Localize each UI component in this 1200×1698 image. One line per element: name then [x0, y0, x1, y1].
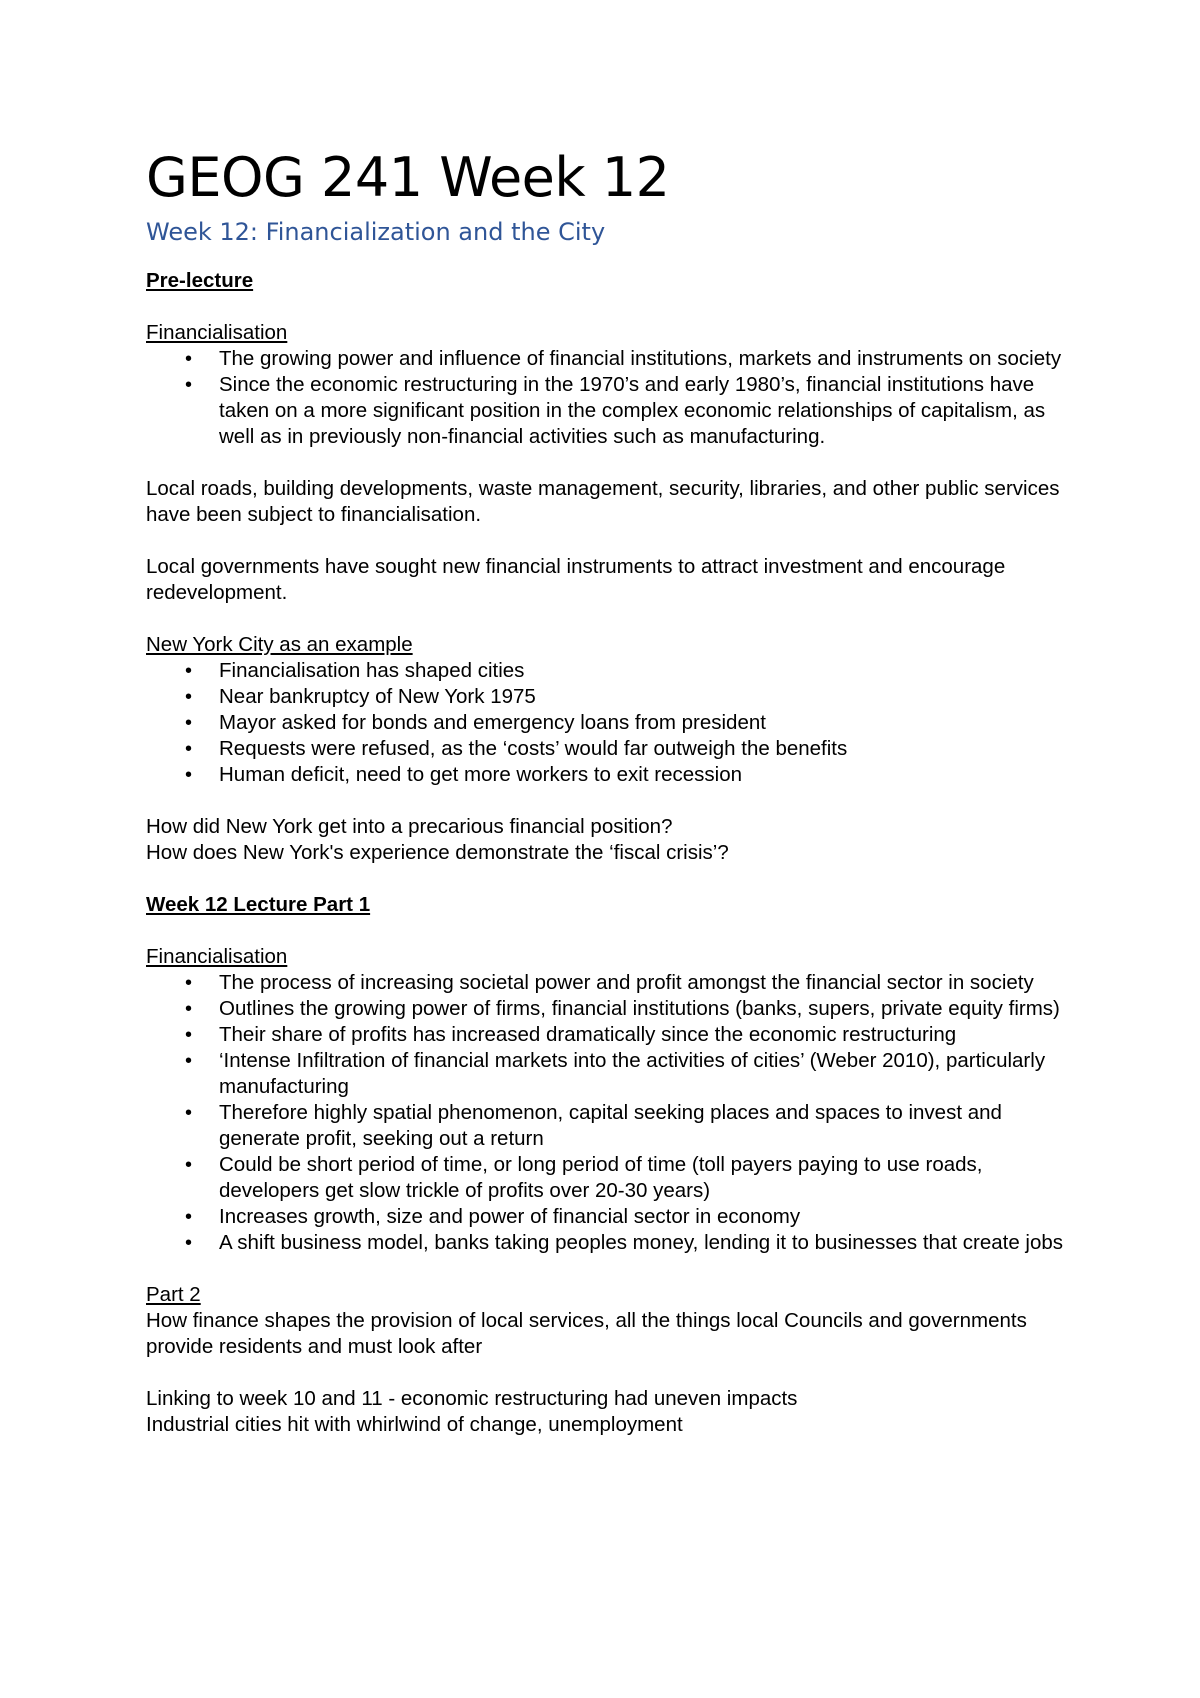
paragraph: How finance shapes the provision of local services, all the things local Councils and governments provide residents and must look after	[146, 1309, 1027, 1358]
bullet-icon: •	[185, 1232, 193, 1254]
list-item: • The process of increasing societal power and profit amongst the financial sector in society	[185, 971, 1034, 994]
bullet-icon: •	[185, 1102, 193, 1124]
spacer	[146, 918, 1076, 944]
question: How did New York get into a precarious financial position?	[146, 815, 673, 838]
bullet-icon: •	[185, 738, 193, 760]
financialisation-heading: Financialisation	[146, 321, 288, 344]
paragraph: Industrial cities hit with whirlwind of change, unemployment	[146, 1413, 683, 1436]
bullet-icon: •	[185, 712, 193, 734]
lecture1-list	[146, 970, 1076, 1256]
nyc-list	[146, 658, 1076, 788]
lecture1-heading: Week 12 Lecture Part 1	[146, 893, 371, 916]
bullet-icon: •	[185, 1050, 193, 1072]
bullet-icon: •	[185, 686, 193, 708]
list-item: • Requests were refused, as the ‘costs’ would far outweigh the benefits	[185, 737, 848, 760]
list-item: • Since the economic restructuring in the 1970’s and early 1980’s, financial institutions have taken on a more significant position in the complex economic relationships of capitalism, as well as in previously non-financial activities such as manufacturing.	[185, 373, 1046, 448]
bullet-icon: •	[185, 374, 193, 396]
bullet-icon: •	[185, 1154, 193, 1176]
list-item: • ‘Intense Infiltration of financial markets into the activities of cities’ (Weber 2010), particularly manufacturing	[185, 1049, 1046, 1098]
bullet-icon: •	[185, 1206, 193, 1228]
list-item: • Outlines the growing power of firms, financial institutions (banks, supers, private equity firms)	[185, 997, 1060, 1020]
list-item: • Near bankruptcy of New York 1975	[185, 685, 536, 708]
spacer	[146, 1256, 1076, 1282]
paragraph: Local governments have sought new financial instruments to attract investment and encourage redevelopment.	[146, 555, 1006, 604]
lecture1-financialisation-heading: Financialisation	[146, 945, 288, 968]
spacer	[146, 866, 1076, 892]
bullet-icon: •	[185, 660, 193, 682]
spacer	[146, 528, 1076, 554]
list-item: • Their share of profits has increased dramatically since the economic restructuring	[185, 1023, 957, 1046]
doc-title: GEOG 241 Week 12	[146, 146, 670, 209]
list-item: • The growing power and influence of financial institutions, markets and instruments on society	[185, 347, 1062, 370]
spacer	[146, 294, 1076, 320]
prelecture-heading: Pre-lecture	[146, 269, 254, 292]
part2-heading: Part 2	[146, 1283, 201, 1306]
list-item: • Mayor asked for bonds and emergency loans from president	[185, 711, 766, 734]
list-item: • Increases growth, size and power of financial sector in economy	[185, 1205, 801, 1228]
list-item: • Therefore highly spatial phenomenon, capital seeking places and spaces to invest and generate profit, seeking out a return	[185, 1101, 1002, 1150]
financialisation-list	[146, 346, 1076, 450]
list-item: • Could be short period of time, or long period of time (toll payers paying to use roads, developers get slow trickle of profits over 20-30 years)	[185, 1153, 983, 1202]
question: How does New York's experience demonstrate the ‘fiscal crisis’?	[146, 841, 729, 864]
bullet-icon: •	[185, 1024, 193, 1046]
bullet-icon: •	[185, 348, 193, 370]
nyc-heading: New York City as an example	[146, 633, 413, 656]
document-page	[146, 146, 1076, 1438]
paragraph: Local roads, building developments, waste management, security, libraries, and other public services have been subject to financialisation.	[146, 477, 1060, 526]
list-item: • Human deficit, need to get more workers to exit recession	[185, 763, 742, 786]
bullet-icon: •	[185, 764, 193, 786]
spacer	[146, 606, 1076, 632]
bullet-icon: •	[185, 972, 193, 994]
spacer	[146, 1360, 1076, 1386]
paragraph: Linking to week 10 and 11 - economic restructuring had uneven impacts	[146, 1387, 798, 1410]
bullet-icon: •	[185, 998, 193, 1020]
list-item: • Financialisation has shaped cities	[185, 659, 525, 682]
doc-subtitle: Week 12: Financialization and the City	[146, 218, 606, 246]
list-item: • A shift business model, banks taking peoples money, lending it to businesses that create jobs	[185, 1231, 1064, 1254]
spacer	[146, 788, 1076, 814]
spacer	[146, 450, 1076, 476]
